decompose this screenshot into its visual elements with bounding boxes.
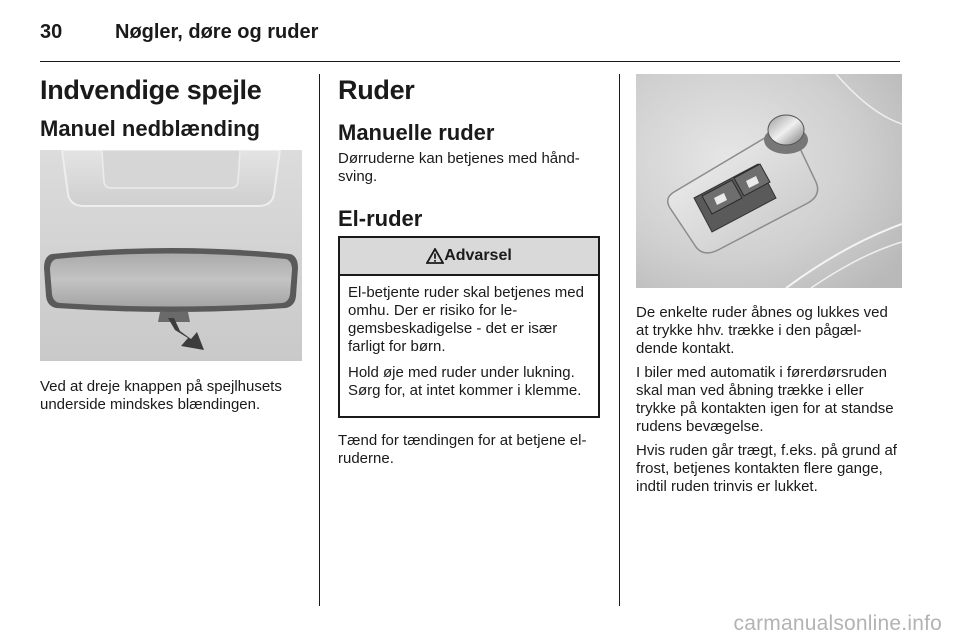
column-divider-1 xyxy=(319,74,320,606)
col3-paragraph-1: De enkelte ruder åbnes og lukkes ved at trykke hhv. trække i den pågæl-dende kontakt. xyxy=(636,304,888,357)
page-header xyxy=(40,18,900,48)
section-title-mirrors: Indvendige spejle xyxy=(40,75,262,105)
section-title-windows: Ruder xyxy=(338,75,415,105)
subsection-title-manual-windows: Manuelle ruder xyxy=(338,120,495,145)
subsection-title-manual-dimming: Manuel nedblænding xyxy=(40,116,260,141)
page-number: 30 xyxy=(40,21,63,43)
watermark: carmanualsonline.info xyxy=(733,612,942,635)
col3-paragraph-2: I biler med automatik i førerdørsruden skal man ved åbning trække i eller trykke på kontakten igen for at standse rudens bevægelse. xyxy=(636,364,894,435)
column-windows-cont xyxy=(636,304,902,496)
column-divider-2 xyxy=(619,74,620,606)
warning-paragraph-2: Hold øje med ruder under lukning. Sørg for, at intet kommer i klemme. xyxy=(348,364,582,399)
subsection-title-electric-windows: El-ruder xyxy=(338,206,423,231)
warning-paragraph-1: El-betjente ruder skal betjenes med omhu. Der er risiko for le-gemsbeskadigelse - det er især farligt for børn. xyxy=(348,284,584,355)
warning-title: Advarsel xyxy=(444,247,512,264)
column-mirrors xyxy=(40,72,302,144)
column-windows xyxy=(338,72,600,234)
chapter-title: Nøgler, døre og ruder xyxy=(115,21,319,43)
warning-body xyxy=(340,276,598,400)
mirror-caption: Ved at dreje knappen på spejlhusets underside mindskes blændingen. xyxy=(40,378,282,413)
col3-paragraph-3: Hvis ruden går trægt, f.eks. på grund af frost, betjenes kontakten flere gange, indtil ruden trinvis er lukket. xyxy=(636,442,897,495)
warning-header xyxy=(340,238,598,276)
warning-triangle-icon xyxy=(426,248,444,264)
after-warning-block xyxy=(338,432,600,468)
window-switch-figure xyxy=(636,74,902,288)
warning-box xyxy=(338,236,600,418)
header-rule xyxy=(40,61,900,62)
mirror-caption-block xyxy=(40,378,302,414)
mirror-figure xyxy=(40,150,302,361)
manual-windows-text: Dørruderne kan betjenes med hånd-sving. xyxy=(338,150,580,185)
after-warning-text: Tænd for tændingen for at betjene el-ruderne. xyxy=(338,432,587,467)
